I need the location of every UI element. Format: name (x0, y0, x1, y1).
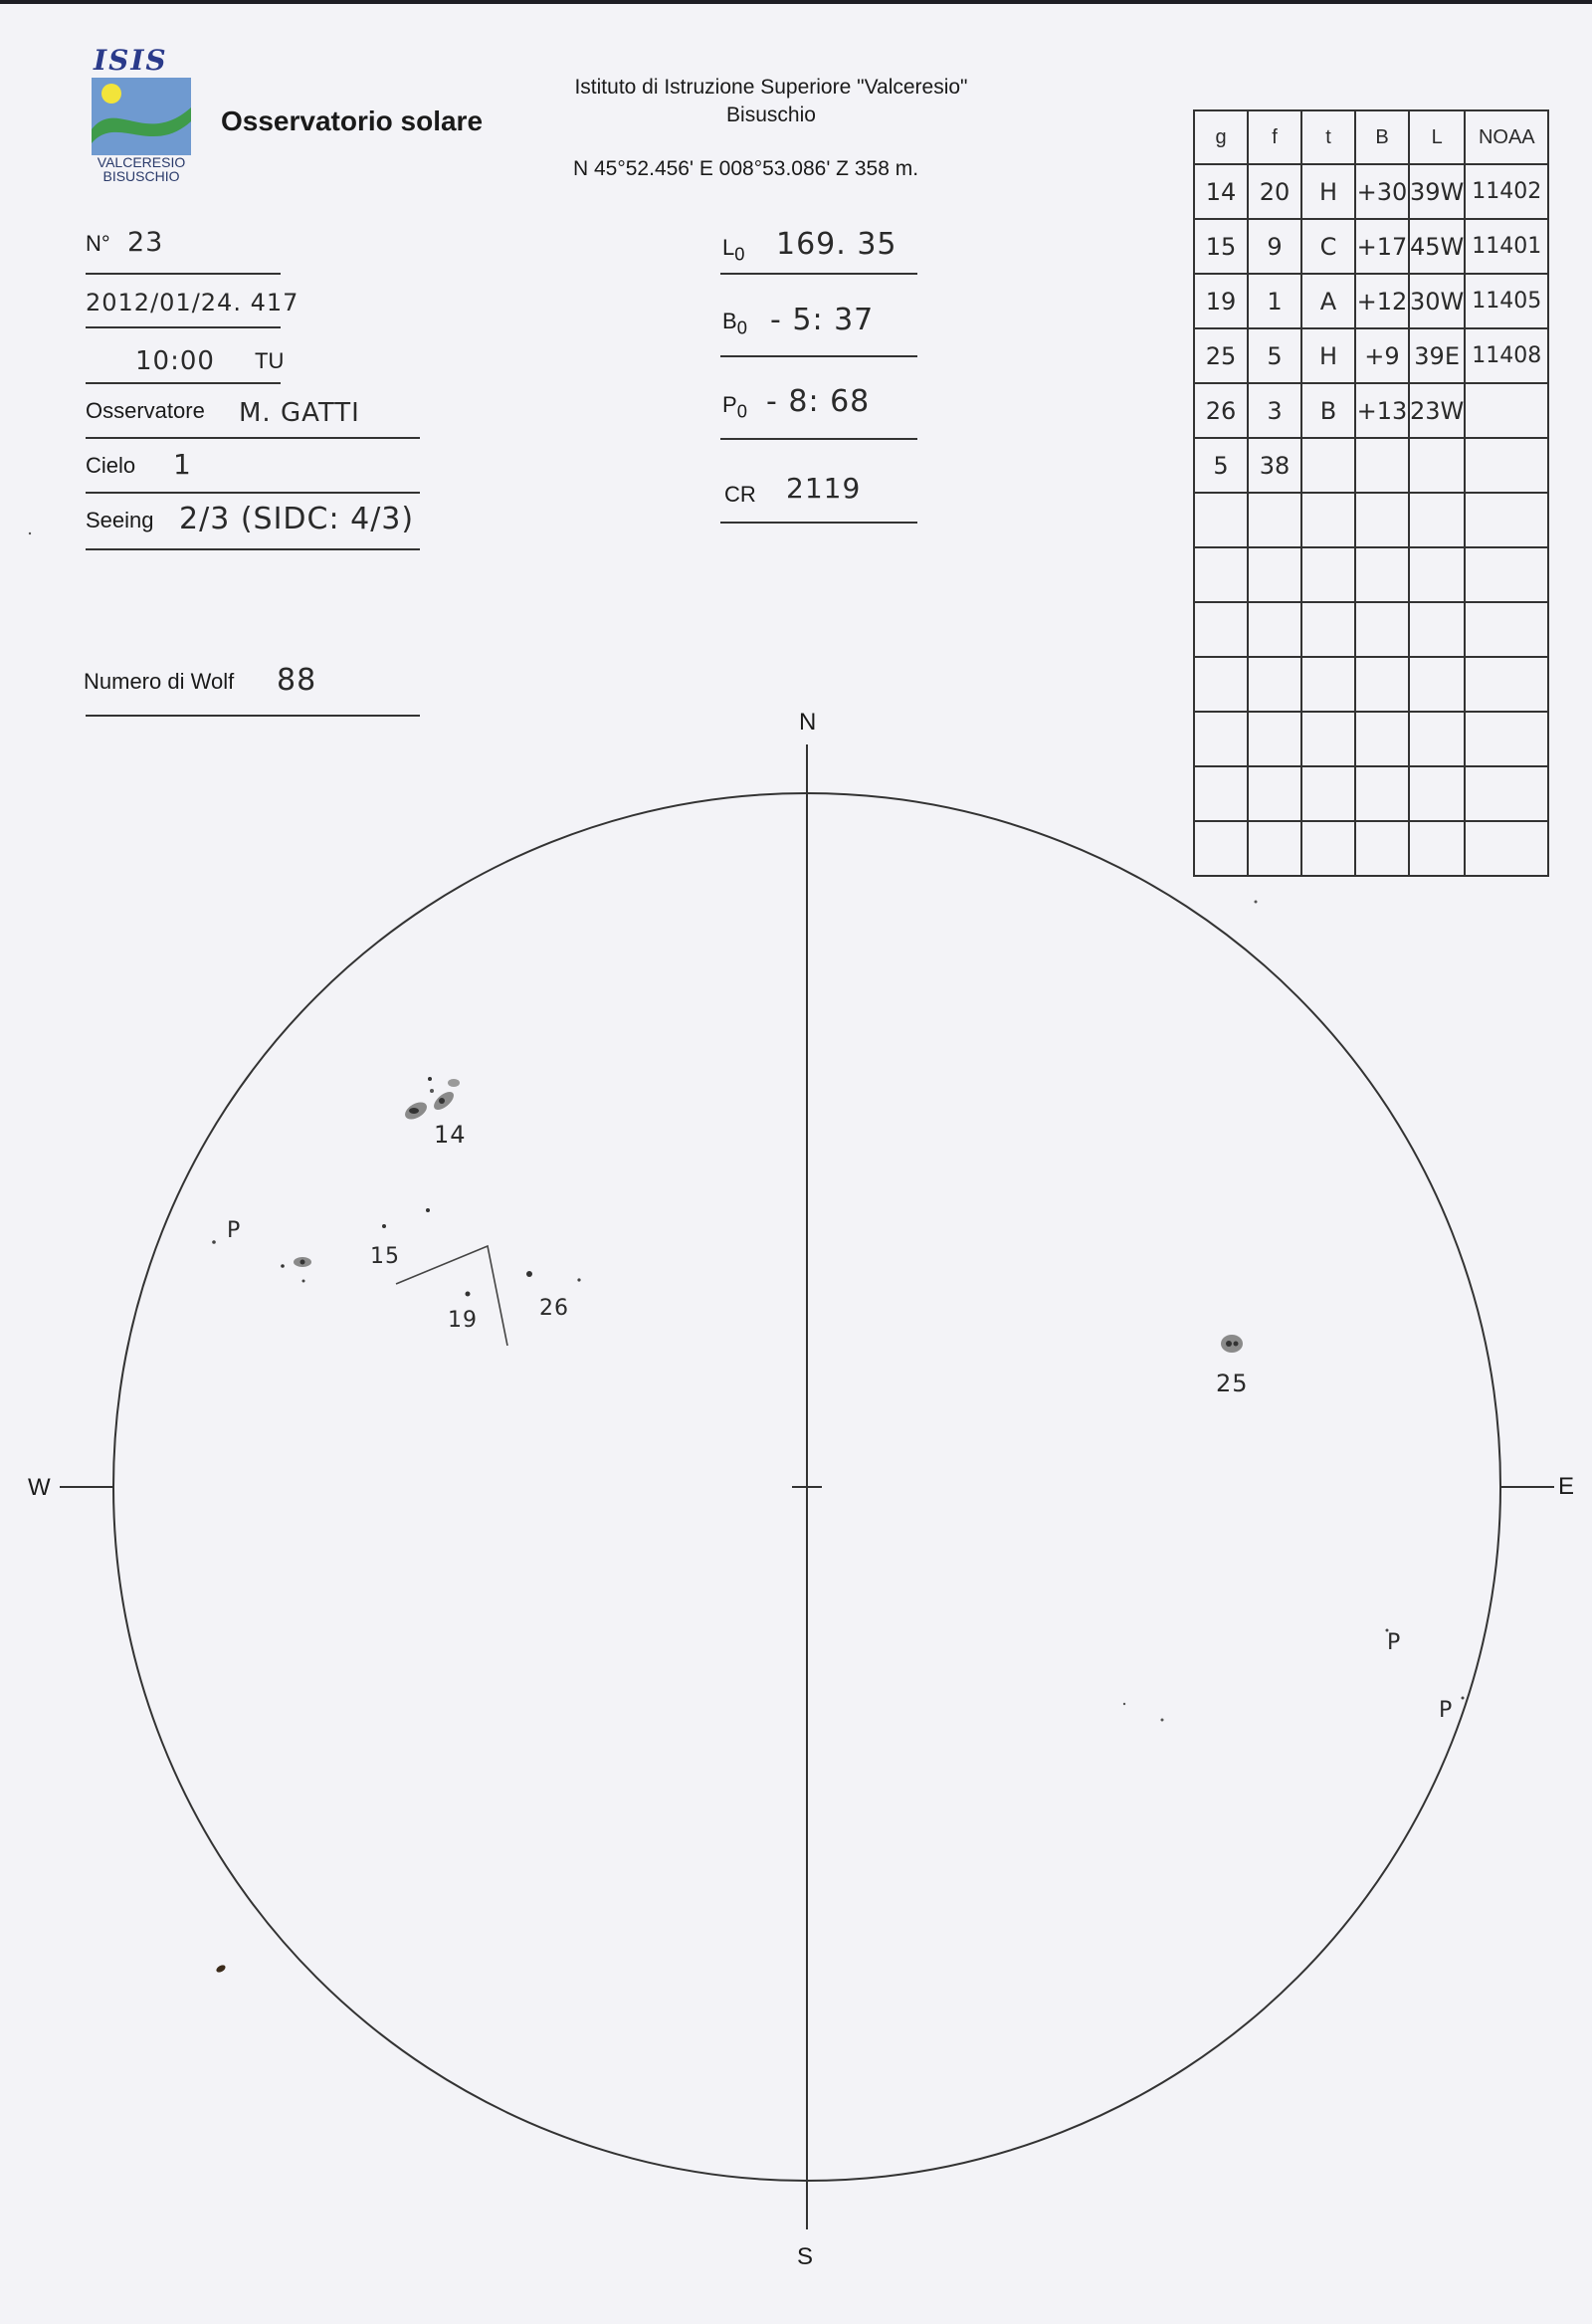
cell-f: 3 (1248, 383, 1301, 438)
cell-t: H (1301, 328, 1355, 383)
cell-g: 19 (1194, 274, 1248, 328)
cell-l: 30W (1409, 274, 1465, 328)
sunspot-dot (426, 1208, 430, 1212)
group-label-14: 14 (434, 1121, 467, 1149)
group-label-25: 25 (1216, 1370, 1249, 1397)
sunspot-group-14 (402, 1077, 460, 1123)
sunspot-group-15 (281, 1257, 311, 1283)
observer-label: Osservatore (86, 398, 205, 423)
l0-subscript: 0 (734, 243, 745, 265)
b0-subscript: 0 (736, 317, 747, 338)
cell-l: 39E (1409, 328, 1465, 383)
header-b: B (1355, 110, 1409, 164)
header-g: g (1194, 110, 1248, 164)
sunspot-dot (382, 1224, 386, 1228)
institute-town: Bisuschio (726, 104, 816, 126)
east-label: E (1558, 1473, 1575, 1500)
p0-letter: P (722, 392, 737, 417)
sky-value: 1 (173, 448, 192, 481)
site-coordinates: N 45°52.456' E 008°53.086' Z 358 m. (573, 157, 919, 180)
stray-dot (1161, 1719, 1164, 1722)
isis-logo-text: ISIS (94, 44, 168, 77)
number-label: N° (86, 231, 110, 256)
cell-g: 14 (1194, 164, 1248, 219)
cell-b: +17 (1355, 219, 1409, 274)
cell-g: 15 (1194, 219, 1248, 274)
cell-noaa: 11408 (1465, 328, 1548, 383)
cell-noaa: 11402 (1465, 164, 1548, 219)
p0-value: - 8: 68 (766, 384, 871, 419)
time-unit: TU (255, 348, 285, 373)
paper-mark (215, 1964, 227, 1974)
cell-f: 1 (1248, 274, 1301, 328)
facula-mark: P (1439, 1698, 1454, 1723)
facula-dot (212, 1240, 216, 1244)
west-label: W (28, 1474, 51, 1501)
cell-noaa: 11405 (1465, 274, 1548, 328)
b0-value: - 5: 37 (770, 303, 875, 337)
sunspot-group-19 (466, 1292, 471, 1297)
sunspot-group-26 (526, 1271, 581, 1282)
cell-noaa: 11401 (1465, 219, 1548, 274)
group-label-15: 15 (370, 1244, 400, 1269)
facula-dot (1462, 1697, 1465, 1700)
cell-l: 23W (1409, 383, 1465, 438)
logo-caption-line2: BISUSCHIO (102, 168, 180, 184)
cell-f: 5 (1248, 328, 1301, 383)
header-l: L (1409, 110, 1465, 164)
time-value: 10:00 (135, 346, 215, 376)
sky-label: Cielo (86, 453, 136, 478)
cell-f: 20 (1248, 164, 1301, 219)
cell-t: H (1301, 164, 1355, 219)
cell-b: +30 (1355, 164, 1409, 219)
header-noaa: NOAA (1465, 110, 1548, 164)
group-label-19: 19 (448, 1308, 478, 1333)
cell-l: 45W (1409, 219, 1465, 274)
cell-t: B (1301, 383, 1355, 438)
stray-dot (1255, 901, 1258, 904)
cell-b: +13 (1355, 383, 1409, 438)
total-spots: 38 (1248, 438, 1301, 493)
cell-f: 9 (1248, 219, 1301, 274)
stray-dot (29, 532, 31, 534)
seeing-label: Seeing (86, 508, 154, 532)
wolf-label: Numero di Wolf (84, 669, 235, 694)
total-groups: 5 (1194, 438, 1248, 493)
north-label: N (799, 709, 817, 736)
facula-mark: P (227, 1218, 242, 1243)
cell-b: +12 (1355, 274, 1409, 328)
cell-t: C (1301, 219, 1355, 274)
cell-b: +9 (1355, 328, 1409, 383)
cell-t: A (1301, 274, 1355, 328)
cell-g: 26 (1194, 383, 1248, 438)
seeing-value: 2/3 (SIDC: 4/3) (179, 502, 415, 536)
b0-letter: B (722, 309, 737, 333)
south-label: S (797, 2243, 814, 2270)
cr-value: 2119 (786, 472, 862, 505)
sunspot-group-25 (1221, 1335, 1243, 1353)
facula-mark: P (1387, 1630, 1402, 1655)
cr-label: CR (724, 482, 756, 507)
l0-letter: L (722, 235, 735, 260)
group-label-26: 26 (539, 1296, 569, 1321)
header-f: f (1248, 110, 1301, 164)
wolf-value: 88 (277, 663, 317, 698)
cell-g: 25 (1194, 328, 1248, 383)
number-value: 23 (127, 227, 164, 258)
institute-name: Istituto di Istruzione Superiore "Valceresio" (574, 76, 968, 99)
cell-l: 39W (1409, 164, 1465, 219)
observer-value: M. GATTI (239, 398, 360, 428)
header-t: t (1301, 110, 1355, 164)
date-value: 2012/01/24. 417 (86, 289, 299, 317)
stray-dot (1123, 1703, 1125, 1705)
p0-subscript: 0 (736, 400, 747, 422)
observatory-title: Osservatorio solare (221, 106, 484, 136)
logo-caption-line1: VALCERESIO (97, 154, 186, 170)
l0-value: 169. 35 (776, 227, 897, 262)
